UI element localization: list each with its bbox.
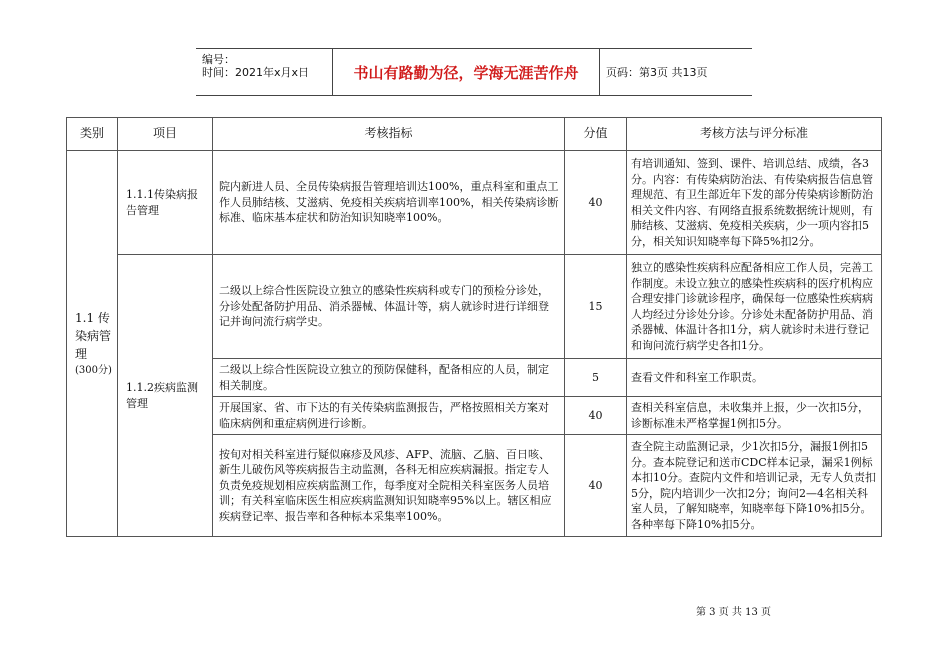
indicator-cell: 院内新进人员、全员传染病报告管理培训达100%，重点科室和重点工作人员肺结核、艾滋病、免疫相关疾病培训率100%，相关传染病诊断标准、临床基本症状和防治知识知晓率100%。 (213, 151, 565, 255)
header-motto: 书山有路勤为径，学海无涯苦作舟 (333, 49, 600, 95)
indicator-cell: 按旬对相关科室进行疑似麻疹及风疹、AFP、流脑、乙脑、百日咳、新生儿破伤风等疾病报告主动监测，各科无相应疾病漏报。指定专人负责免疫规划相应疾病监测工作，每季度对全院相关科室医务人员培训；有关科室临床医生相应疾病监测知识知晓率95%以上。辖区相应疾病登记率、报告率和各种标本采集率100%。 (213, 435, 565, 537)
score-cell: 5 (565, 359, 627, 397)
indicator-cell: 开展国家、省、市下达的有关传染病监测报告，严格按照相关方案对临床病例和重症病例进行诊断。 (213, 397, 565, 435)
item-cell: 1.1.2疾病监测管理 (118, 255, 213, 537)
category-cell (67, 151, 118, 537)
header-page-label: 页码：第3页 共13页 (606, 66, 708, 79)
table-row (67, 255, 882, 359)
method-cell: 查看文件和科室工作职责。 (627, 359, 882, 397)
page-footer: 第 3 页 共 13 页 (696, 607, 771, 618)
score-cell: 40 (565, 435, 627, 537)
method-cell: 独立的感染性疾病科应配备相应工作人员，完善工作制度。未设立独立的感染性疾病科的医疗机构应合理安排门诊就诊程序，确保每一位感染性疾病病人均经过分诊处分诊。分诊处未配备防护用品、消杀器械、体温计各扣1分，病人就诊时未进行登记和询问流行病学史各扣1分。 (627, 255, 882, 359)
method-cell: 查相关科室信息，未收集并上报，少一次扣5分，诊断标准未严格掌握1例扣5分。 (627, 397, 882, 435)
header-info-cell (196, 49, 333, 95)
assessment-table (66, 117, 882, 537)
method-cell: 查全院主动监测记录，少1次扣5分，漏报1例扣5分。查本院登记和送市CDC样本记录，漏采1例标本扣10分。查院内文件和培训记录，无专人负责扣5分，院内培训少一次扣2分；询问2—4名相关科室人员，了解知晓率，知晓率每下降10%扣5分。各种率每下降10%扣5分。 (627, 435, 882, 537)
table-header-row (67, 118, 882, 151)
column-header-item: 项目 (118, 118, 213, 151)
time-label: 时间：2021年x月x日 (202, 66, 310, 79)
serial-number-label: 编号： (202, 53, 235, 66)
column-header-category: 类别 (67, 118, 118, 151)
category-name: 1.1 传染病管理 (75, 310, 112, 361)
score-cell: 15 (565, 255, 627, 359)
score-cell: 40 (565, 151, 627, 255)
category-points: (300分) (75, 364, 112, 376)
indicator-cell: 二级以上综合性医院设立独立的感染性疾病科或专门的预检分诊处，分诊处配备防护用品、消杀器械、体温计等，病人就诊时进行详细登记并询问流行病学史。 (213, 255, 565, 359)
table-row (67, 151, 882, 255)
item-cell: 1.1.1传染病报告管理 (118, 151, 213, 255)
indicator-cell: 二级以上综合性医院设立独立的预防保健科，配备相应的人员，制定相关制度。 (213, 359, 565, 397)
column-header-indicator: 考核指标 (213, 118, 565, 151)
column-header-method: 考核方法与评分标准 (627, 118, 882, 151)
score-cell: 40 (565, 397, 627, 435)
method-cell: 有培训通知、签到、课件、培训总结、成绩，各3分。内容：有传染病防治法、有传染病报告信息管理规范、有卫生部近年下发的部分传染病诊断防治相关文件内容、有网络直报系统数据统计规则，有肺结核、艾滋病、免疫相关疾病，少一项内容扣5分，相关知识知晓率每下降5%扣2分。 (627, 151, 882, 255)
column-header-score: 分值 (565, 118, 627, 151)
document-header (196, 48, 752, 96)
